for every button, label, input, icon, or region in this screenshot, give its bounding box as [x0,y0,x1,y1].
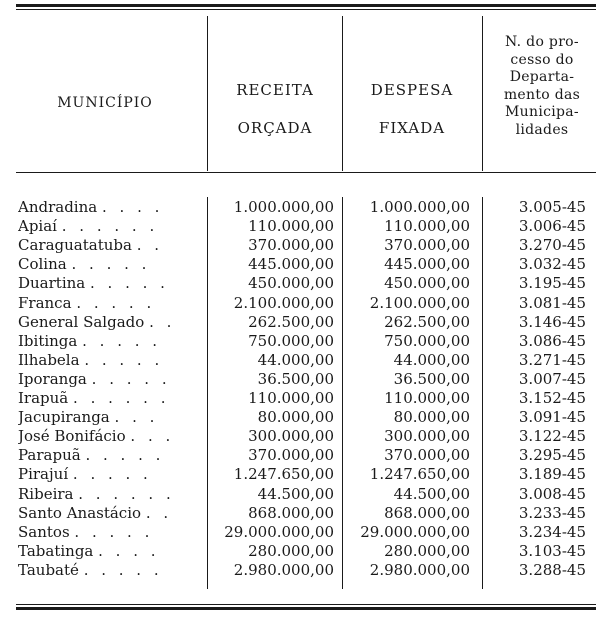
processo-cell: 3.007-45 [518,369,586,388]
table-row [0,542,600,561]
leader-dots: . . . . . [90,274,169,293]
receita-cell: 450.000,00 [248,274,334,293]
header-processo-line: Municipa- [505,104,579,121]
leader-dots: . . . [130,427,175,446]
despesa-cell: 370.000,00 [384,446,470,465]
leader-dots: . . [136,236,164,255]
municipio-name: Ribeira [18,484,74,503]
receita-cell: 445.000,00 [248,255,334,274]
processo-cell: 3.233-45 [518,503,586,522]
processo-cell: 3.146-45 [518,312,586,331]
processo-cell: 3.006-45 [518,217,586,236]
municipio-cell [18,255,206,274]
processo-cell: 3.122-45 [518,427,586,446]
header-processo-line: lidades [515,121,569,138]
processo-cell: 3.005-45 [518,198,586,216]
municipio-cell [18,427,206,446]
table-row [0,332,600,351]
column-divider [342,16,343,171]
municipio-cell [18,351,206,370]
despesa-cell: 36.500,00 [393,369,470,388]
receita-cell: 280.000,00 [248,541,334,560]
despesa-cell: 44.000,00 [393,350,470,369]
receita-cell: 750.000,00 [248,331,334,350]
table-row [0,198,600,217]
municipio-name: Franca [18,293,72,312]
table-row [0,465,600,484]
municipio-name: Jacupiranga [18,408,110,427]
column-divider [207,16,208,171]
receita-cell: 44.000,00 [257,350,334,369]
receita-cell: 36.500,00 [257,369,334,388]
table-row [0,217,600,236]
despesa-cell: 280.000,00 [384,541,470,560]
receita-cell: 1.247.650,00 [233,465,334,484]
table-row [0,255,600,274]
table-row [0,561,600,580]
processo-cell: 3.195-45 [518,274,586,293]
despesa-cell: 868.000,00 [384,503,470,522]
leader-dots: . . . . . [91,369,171,388]
despesa-cell: 1.247.650,00 [369,465,470,484]
table-row [0,504,600,523]
municipio-name: Parapuã [18,446,81,465]
municipio-cell [18,408,206,427]
receita-cell: 29.000.000,00 [224,522,334,541]
municipio-cell [18,332,206,351]
processo-cell: 3.091-45 [518,408,586,427]
despesa-cell: 370.000,00 [384,236,470,255]
despesa-cell: 2.100.000,00 [369,293,470,312]
municipio-cell [18,542,206,561]
leader-dots: . . . . . . [78,484,175,503]
processo-cell: 3.086-45 [518,331,586,350]
receita-cell: 300.000,00 [248,427,334,446]
table-row [0,313,600,332]
header-despesa-fixada [346,71,478,147]
leader-dots: . . . . . [85,446,165,465]
processo-cell: 3.081-45 [518,293,586,312]
municipio-cell [18,198,206,217]
processo-cell: 3.270-45 [518,236,586,255]
table-row [0,523,600,542]
processo-cell: 3.152-45 [518,389,586,407]
municipio-cell [18,370,206,389]
municipio-name: Santo Anastácio [18,503,142,522]
header-processo-line: N. do pro- [505,34,579,50]
header-receita-orcada [212,71,338,147]
despesa-cell: 300.000,00 [384,427,470,446]
leader-dots: . . [145,503,173,522]
municipio-name: Ilhabela [18,350,80,369]
municipio-cell [18,561,206,580]
despesa-cell: 2.980.000,00 [369,560,470,579]
processo-cell: 3.271-45 [518,350,586,369]
leader-dots: . . . . . [71,255,151,274]
table-row [0,427,600,446]
municipio-cell [18,274,206,293]
table-row [0,351,600,370]
leader-dots: . . . . [102,198,164,216]
table-row [0,236,600,255]
despesa-cell: 262.500,00 [384,312,470,331]
despesa-cell: 44.500,00 [393,484,470,503]
municipio-cell [18,217,206,236]
receita-cell: 370.000,00 [248,446,334,465]
top-rule-thin [16,9,596,10]
processo-cell: 3.008-45 [518,484,586,503]
municipio-name: Santos [18,522,70,541]
header-rule [16,172,596,173]
despesa-cell: 1.000.000,00 [369,198,470,216]
table-row [0,408,600,427]
municipio-name: Colina [18,255,67,274]
municipio-name: Iporanga [18,369,87,388]
despesa-cell: 29.000.000,00 [360,522,470,541]
receita-cell: 2.100.000,00 [233,293,334,312]
table-row [0,370,600,389]
header-processo-line: cesso do [510,51,574,68]
receita-cell: 1.000.000,00 [233,198,334,216]
receita-cell: 110.000,00 [248,389,334,407]
header-processo-line: mento das [503,86,581,103]
header-municipio: MUNICÍPIO [57,95,153,111]
despesa-cell: 110.000,00 [384,217,470,236]
municipio-name: Andradina [18,198,98,216]
leader-dots: . . . . . [76,293,156,312]
header-despesa-line-2: FIXADA [378,119,446,137]
top-rule [16,4,596,7]
municipio-cell [18,236,206,255]
header-processo-line: Departa- [509,69,575,86]
receita-cell: 868.000,00 [248,503,334,522]
leader-dots: . . . . . [83,560,163,579]
header-receita-line-2: ORÇADA [237,119,313,137]
receita-cell: 80.000,00 [257,408,334,427]
leader-dots: . . . . . [72,465,152,484]
leader-dots: . . . [114,408,159,427]
municipio-name: Pirajuí [18,465,69,484]
processo-cell: 3.234-45 [518,522,586,541]
municipio-name: Irapuã [18,389,69,407]
processo-cell: 3.189-45 [518,465,586,484]
municipio-name: General Salgado [18,312,145,331]
leader-dots: . . . . . [74,522,154,541]
receita-cell: 44.500,00 [257,484,334,503]
municipio-cell [18,504,206,523]
leader-dots: . . . . . [82,331,162,350]
municipio-name: Ibitinga [18,331,78,350]
receita-cell: 370.000,00 [248,236,334,255]
municipio-cell [18,313,206,332]
municipio-name: Apiaí [18,217,57,236]
table-row [0,274,600,293]
leader-dots: . . . . . [84,350,164,369]
header-despesa-line-1: DESPESA [370,81,454,99]
municipio-name: Tabatinga [18,541,94,560]
table-row [0,485,600,504]
despesa-cell: 450.000,00 [384,274,470,293]
processo-cell: 3.032-45 [518,255,586,274]
municipio-name: Taubaté [18,560,79,579]
header-numero-processo [486,34,598,140]
leader-dots: . . [149,312,176,331]
despesa-cell: 750.000,00 [384,331,470,350]
processo-cell: 3.295-45 [518,446,586,465]
despesa-cell: 80.000,00 [393,408,470,427]
leader-dots: . . . . . . [61,217,159,236]
header-receita-line-1: RECEITA [236,81,314,99]
table-row [0,389,600,408]
despesa-cell: 445.000,00 [384,255,470,274]
receita-cell: 110.000,00 [248,217,334,236]
receita-cell: 2.980.000,00 [233,560,334,579]
table-row [0,446,600,465]
leader-dots: . . . . . . [73,389,170,407]
municipio-cell [18,465,206,484]
municipio-cell [18,446,206,465]
municipio-name: José Bonifácio [18,427,126,446]
processo-cell: 3.103-45 [518,541,586,560]
municipio-cell [18,523,206,542]
receita-cell: 262.500,00 [248,312,334,331]
bottom-rule-thin [16,604,596,605]
municipio-name: Caraguatatuba [18,236,132,255]
despesa-cell: 110.000,00 [384,389,470,407]
column-divider [482,16,483,171]
leader-dots: . . . . [98,541,160,560]
processo-cell: 3.288-45 [518,560,586,579]
table-row [0,294,600,313]
bottom-rule [16,607,596,610]
municipio-cell [18,485,206,504]
municipio-cell [18,389,206,408]
municipio-name: Duartina [18,274,86,293]
municipio-cell [18,294,206,313]
